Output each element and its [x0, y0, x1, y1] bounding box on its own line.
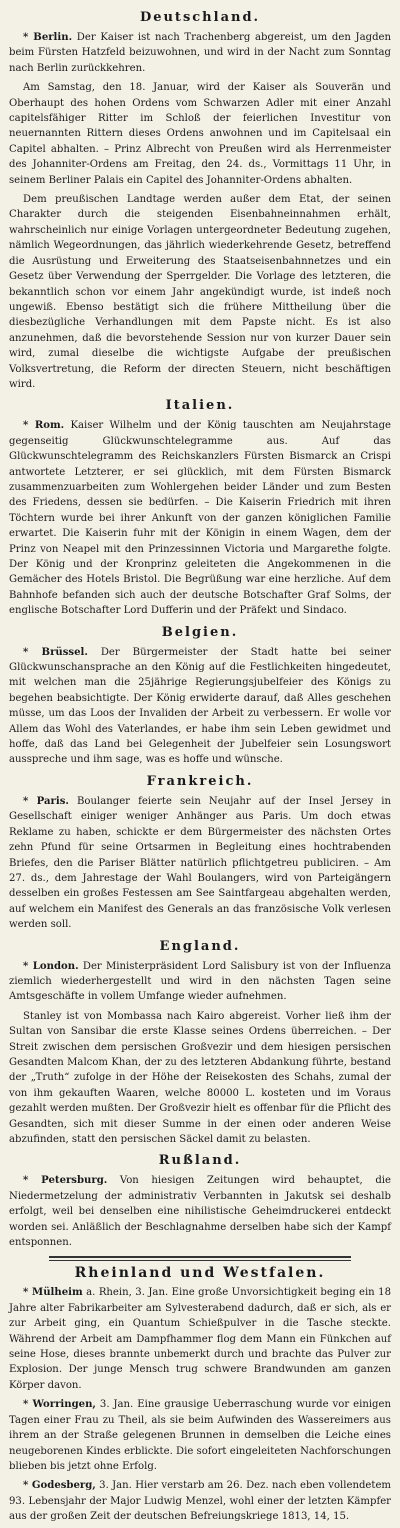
article-berlin-orden	[9, 80, 391, 188]
article-place: * Paris.	[23, 795, 69, 807]
section-belgien	[9, 625, 391, 768]
article-petersburg	[9, 1173, 391, 1250]
article-landtag	[9, 192, 391, 392]
article-place: * Worringen,	[23, 1399, 96, 1411]
section-heading: Frankreich.	[146, 773, 254, 789]
article-text: Dem preußischen Landtage werden außer dem Etat, der seinen Charakter durch die steigenden Eisenbahneinnahmen erhält, wahrscheinlich nur einige Vorlagen untergeordneter Bedeutung zugehen, nämlich Wegeordnungen, das jährlich wiederkehrende Gesetz, betreffend die Ausrüstung und Erweiterung des Staatseisenbahnnetzes und ein Gesetz über Verwendung der Sperrgelder. Die Vorlage des letzteren, die bekanntlich schon vor einem Jahr angekündigt wurde, ist indeß noch ungewiß. Ebenso bestätigt sich die frühere Mittheilung über die diesbezügliche Verhandlungen mit dem Papste nicht. Es ist also anzunehmen, daß die bevorstehende Session nur von kurzer Dauer sein wird, zumal dieselbe die wichtigste Aufgabe der preußischen Volksvertretung, die Reform der directen Steuern, nicht beschäftigen wird.	[9, 194, 391, 390]
article-text: 3. Jan. Eine grausige Ueberraschung wurde vor einigen Tagen einer Frau zu Theil, als sie beim Aufwinden des Wassereimers aus ihrem an der Straße gelegenen Brunnen in demselben die Leiche eines neugeborenen Kindes erblickte. Die sofort eingeleiteten Nachforschungen blieben bis jetzt ohne Erfolg.	[9, 1399, 391, 1472]
article-place: * Petersburg.	[23, 1175, 108, 1187]
article-london	[9, 959, 391, 1005]
article-text: Der Kaiser ist nach Trachenberg abgereist, um den Jagden beim Fürsten Hatzfeld beizuwohnen, und wird in der Nacht zum Sonntag nach Berlin zurückkehren.	[9, 32, 392, 74]
article-text: a. Rhein, 3. Jan. Eine große Unvorsichtigkeit beging ein 18 Jahre alter Fabrikarbeiter am Sylvesterabend dadurch, daß er sich, als er zur Arbeit ging, ein Quantum Schießpulver in die Tasche steckte. Während der Arbeit am Dampfhammer flog dem Mann ein Fünkchen auf seine Hose, dieses brannte unbemerkt durch und brachte das Pulver zur Explosion. Der junge Mensch trug schwere Brandwunden am ganzen Körper davon.	[9, 1287, 391, 1391]
article-text: Der Ministerpräsident Lord Salisbury ist von der Influenza ziemlich wiederhergestellt und wird in den nächsten Tagen seine Amtsgeschäfte in vollem Umfange wieder aufnehmen.	[9, 960, 391, 1003]
article-text: Der Bürgermeister der Stadt hatte bei seiner Glückwunschansprache an den König auf die Festlichkeiten hingedeutet, mit welchen man die 25jährige Regierungsjubelfeier des Königs zu begehen beabsichtigte. Der König erwiderte darauf, daß Alles geschehen müsse, um das Loos der Invaliden der Arbeit zu verbessern. Er wolle vor Allem das Wohl des Vaterlandes, er habe ihm sein Leben gewidmet und hoffe, daß das Land bei Gelegenheit der Jubelfeier sein Losungswort ausspreche und ihm sage, was es hoffe und wünsche.	[9, 646, 391, 766]
section-heading: Belgien.	[161, 624, 239, 640]
article-place: * Berlin.	[23, 32, 73, 43]
section-heading: Rußland.	[158, 1153, 242, 1169]
article-place: * London.	[23, 960, 79, 972]
article-worringen	[9, 1397, 391, 1474]
article-rom	[9, 418, 391, 618]
article-text: 3. Jan. Hier verstarb am 26. Dez. nach eben vollendetem 93. Lebensjahr der Major Ludwig Menzel, wohl einer der letzten Kämpfer aus der großen Zeit der deutschen Befreiungskriege 1813, 14, 15.	[9, 1480, 391, 1523]
article-place: * Brüssel.	[23, 646, 88, 658]
article-text: Boulanger feierte sein Neujahr auf der Insel Jersey in Gesellschaft einiger weniger Anhänger aus Paris. Um doch etwas Reklame zu haben, schickte er dem Bürgermeister des nächsten Ortes zehn Pfund für seine Ortsarmen in Begleitung eines hochtrabenden Briefes, den die Pariser Blätter natürlich pflichtgetreu publiciren. – Am 27. ds., dem Jahrestage der Wahl Boulangers, wird von Parteigängern desselben ein großes Festessen am See Saintfargeau abgehalten werden, auf welchem ein Manifest des Generals an das französische Volk verlesen werden soll.	[9, 795, 391, 931]
article-text: Stanley ist von Mombassa nach Kairo abgereist. Vorher ließ ihm der Sultan von Sansibar die erste Klasse seines Ordens überreichen. – Der Streit zwischen dem persischen Großvezir und dem hiesigen persischen Gesandten Malcom Khan, der zu des letzteren Abdankung führte, bestand der „Truth“ zufolge in der Höhe der Reisekosten des Schahs, zumal der von ihm gekauften Waaren, welche 80000 L. kosteten und im Voraus gezahlt werden mußten. Der Großvezir hielt es offenbar für die Pflicht des Gesandten, sich mit dieser Summe in der einen oder anderen Weise abzufinden, statt den persischen Säckel damit zu belasten.	[9, 1010, 391, 1145]
article-stanley	[9, 1009, 391, 1148]
article-place: * Mülheim	[23, 1287, 83, 1299]
article-muelheim	[9, 1285, 391, 1393]
article-bruessel	[9, 645, 391, 768]
section-italien	[9, 398, 391, 618]
section-russland	[9, 1153, 391, 1250]
section-deutschland	[9, 10, 391, 392]
article-godesberg	[9, 1478, 391, 1524]
article-paris	[9, 794, 391, 933]
article-text: Von hiesigen Zeitungen wird behauptet, die Niedermetzelung der administrativ Verbannten in Jakutsk sei deshalb erfolgt, weil bei denselben eine nihilistische Geheimdruckerei entdeckt worden sei. Anläßlich der Beschlagnahme derselben habe sich der Kampf entsponnen.	[9, 1175, 391, 1249]
article-text: Am Samstag, den 18. Januar, wird der Kaiser als Souverän und Oberhaupt des hohen Ordens vom Schwarzen Adler mit einer Anzahl capitelsfähiger Ritter im Schloß der feierlichen Investitur von neuernannten Rittern dieses Ordens anwohnen und im Capitelsaal ein Capitel abhalten. – Prinz Albrecht von Preußen wird als Herrenmeister des Johanniter-Ordens am Freitag, den 24. ds., Vormittags 11 Uhr, in seinem Berliner Palais ein Capitel des Johanniter-Ordens abhalten.	[9, 82, 391, 186]
article-place: * Rom.	[23, 420, 65, 432]
section-england	[9, 939, 391, 1148]
section-heading: Italien.	[165, 398, 235, 414]
section-rheinland-westfalen	[9, 1265, 391, 1524]
section-frankreich	[9, 774, 391, 933]
article-text: Kaiser Wilhelm und der König tauschten am Neujahrstage gegenseitig Glückwunschtelegramme aus. Auf das Glückwunschtelegramm des Reichskanzlers Fürsten Bismarck an Crispi antwortete Letzterer, er sei glücklich, mit dem Fürsten Bismarck zusammenzuarbeiten zum Wohlergehen beider Länder und zum Besten des Friedens, dessen sie bedürfen. – Die Kaiserin Friedrich mit ihren Töchtern wurde bei ihrer Ankunft von der ganzen königlichen Familie erwartet. Die Kaiserin fuhr mit der Königin in einem Wagen, dem der Prinz von Neapel mit den Prinzessinnen Victoria und Margarethe folgte. Der König und der Kronprinz geleiteten die Angekommenen in die Gemächer des Hotels Bristol. Die Begrüßung war eine herzliche. Auf dem Bahnhofe befanden sich auch der deutsche Botschafter Graf Solms, der englische Botschafter Lord Dufferin und der Präfekt und Sindaco.	[9, 420, 392, 617]
section-heading: England.	[159, 938, 241, 954]
section-heading: Rheinland und Westfalen.	[74, 1265, 326, 1282]
section-heading: Deutschland.	[139, 10, 261, 25]
section-divider	[49, 1256, 351, 1261]
article-berlin	[9, 30, 391, 76]
article-place: * Godesberg,	[23, 1480, 96, 1492]
